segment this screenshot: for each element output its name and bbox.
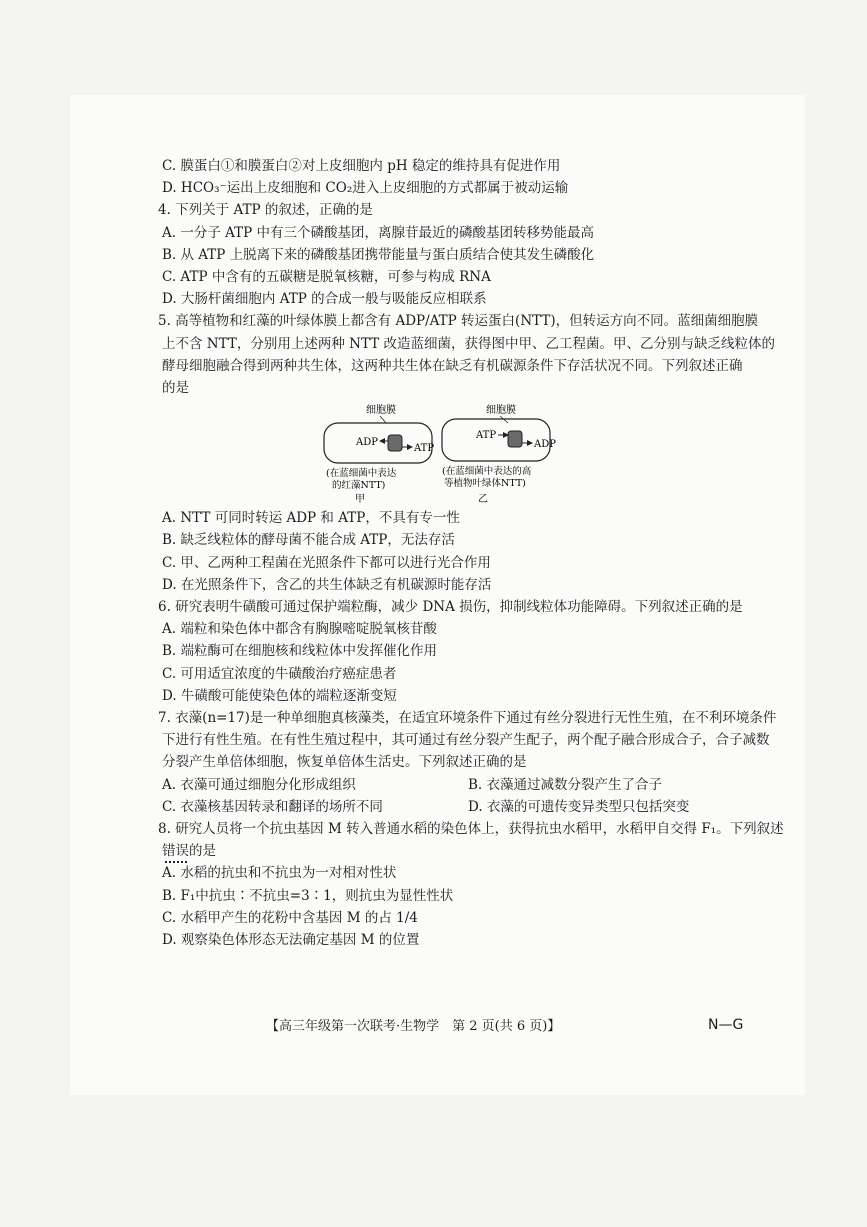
exam-content (158, 155, 784, 951)
q7-option-a: A. 衣藻可通过细胞分化形成组织 (162, 776, 356, 793)
ntt-diagram (158, 403, 758, 505)
cell-jia-caption-2: 的红藻NTT) (332, 480, 386, 492)
q8-option-c: C. 水稻甲产生的花粉中含基因 M 的占 1/4 (162, 909, 418, 926)
q8-stem-line (158, 840, 758, 862)
ntt-diagram-svg (318, 403, 578, 505)
q5-option-c: C. 甲、乙两种工程菌在光照条件下都可以进行光合作用 (162, 554, 491, 571)
q7-options-row (158, 774, 758, 796)
q7-stem-line: 下进行有性生殖。在有性生殖过程中，其可通过有丝分裂产生配子，两个配子融合形成合子，合子减数 (162, 732, 770, 749)
q6-option-b: B. 端粒酶可在细胞核和线粒体中发挥催化作用 (162, 643, 438, 660)
cell-yi-caption-1: (在蓝细菌中表达的高 (442, 466, 532, 478)
q4-option-c: C. ATP 中含有的五碳糖是脱氧核糖，可参与构成 RNA (162, 269, 491, 286)
cell-jia (324, 403, 434, 505)
cell-jia-adp-label: ADP (356, 437, 378, 449)
q5-stem-line: 上不含 NTT，分别用上述两种 NTT 改造蓝细菌，获得图中甲、乙工程菌。甲、乙分别与缺乏线粒体的 (162, 335, 776, 352)
cell-jia-caption-1: (在蓝细菌中表达 (326, 468, 397, 480)
membrane-pointer (380, 416, 386, 423)
ntt-transporter-yi (508, 431, 522, 447)
q5-stem-line: 酵母细胞融合得到两种共生体，这两种共生体在缺乏有机碳源条件下存活状况不同。下列叙述正确 (162, 357, 743, 374)
q7-stem-line: 分裂产生单倍体细胞，恢复单倍体生活史。下列叙述正确的是 (162, 754, 527, 771)
cell-yi-caption-2: 等植物叶绿体NTT) (444, 478, 526, 490)
q6-option-d: D. 牛磺酸可能使染色体的端粒逐渐变短 (162, 687, 397, 704)
q8-stem-tail: 的是 (189, 843, 216, 860)
q5-option-d: D. 在光照条件下，含乙的共生体缺乏有机碳源时能存活 (162, 576, 492, 593)
q7-options-row (158, 796, 758, 818)
q6-stem: 6. 研究表明牛磺酸可通过保护端粒酶，减少 DNA 损伤，抑制线粒体功能障碍。下列叙述正确的是 (158, 599, 743, 616)
q3-option-c: C. 膜蛋白①和膜蛋白②对上皮细胞内 pH 稳定的维持具有促进作用 (162, 158, 561, 174)
q7-stem-line: 7. 衣藻(n=17)是一种单细胞真核藻类，在适宜环境条件下通过有丝分裂进行无性生殖，在不利环境条件 (158, 710, 777, 727)
q7-option-d: D. 衣藻的可遗传变异类型只包括突变 (468, 798, 690, 815)
q8-stem-line: 8. 研究人员将一个抗虫基因 M 转入普通水稻的染色体上，获得抗虫水稻甲，水稻甲自交得 F₁。下列叙述 (158, 821, 784, 838)
q4-option-b: B. 从 ATP 上脱离下来的磷酸基团携带能量与蛋白质结合使其发生磷酸化 (162, 246, 595, 263)
paper-code: N—G (708, 1017, 744, 1033)
cell-yi-membrane-label: 细胞膜 (486, 405, 516, 417)
q7-option-c: C. 衣藻核基因转录和翻译的场所不同 (162, 798, 383, 815)
ntt-transporter-jia (388, 435, 402, 451)
cell-jia-membrane-label: 细胞膜 (366, 405, 396, 417)
q5-option-a: A. NTT 可同时转运 ADP 和 ATP，不具有专一性 (162, 510, 460, 527)
q8-option-d: D. 观察染色体形态无法确定基因 M 的位置 (162, 932, 420, 949)
cell-yi (442, 403, 556, 505)
cell-yi-atp-label: ATP (476, 430, 497, 442)
q5-stem-line: 5. 高等植物和红藻的叶绿体膜上都含有 ADP/ATP 转运蛋白(NTT)，但转运方向不同。蓝细菌细胞膜 (158, 313, 759, 330)
cell-yi-adp-label: ADP (534, 439, 556, 451)
q4-option-a: A. 一分子 ATP 中有三个磷酸基团，离腺苷最近的磷酸基团转移势能最高 (162, 224, 595, 241)
q5-stem-line: 的是 (162, 380, 189, 397)
q8-emphasis-word: 错误 (162, 843, 189, 860)
q5-option-b: B. 缺乏线粒体的酵母菌不能合成 ATP，无法存活 (162, 532, 455, 549)
cell-yi-name: 乙 (478, 494, 488, 506)
q8-option-a: A. 水稻的抗虫和不抗虫为一对相对性状 (162, 865, 397, 882)
page-footer: 【高三年级第一次联考·生物学 第 2 页(共 6 页)】 (266, 1019, 561, 1034)
q6-option-c: C. 可用适宜浓度的牛磺酸治疗癌症患者 (162, 665, 397, 682)
q7-option-b: B. 衣藻通过减数分裂产生了合子 (468, 776, 663, 793)
q8-option-b: B. F₁中抗虫∶不抗虫=3∶1，则抗虫为显性性状 (162, 887, 454, 904)
cell-jia-name: 甲 (355, 494, 365, 506)
cell-jia-atp-label: ATP (414, 443, 435, 455)
q4-stem: 4. 下列关于 ATP 的叙述，正确的是 (158, 202, 373, 219)
q4-option-d: D. 大肠杆菌细胞内 ATP 的合成一般与吸能反应相联系 (162, 291, 487, 308)
q3-option-d: D. HCO₃⁻运出上皮细胞和 CO₂进入上皮细胞的方式都属于被动运输 (162, 180, 569, 197)
q6-option-a: A. 端粒和染色体中都含有胸腺嘧啶脱氧核苷酸 (162, 621, 437, 638)
